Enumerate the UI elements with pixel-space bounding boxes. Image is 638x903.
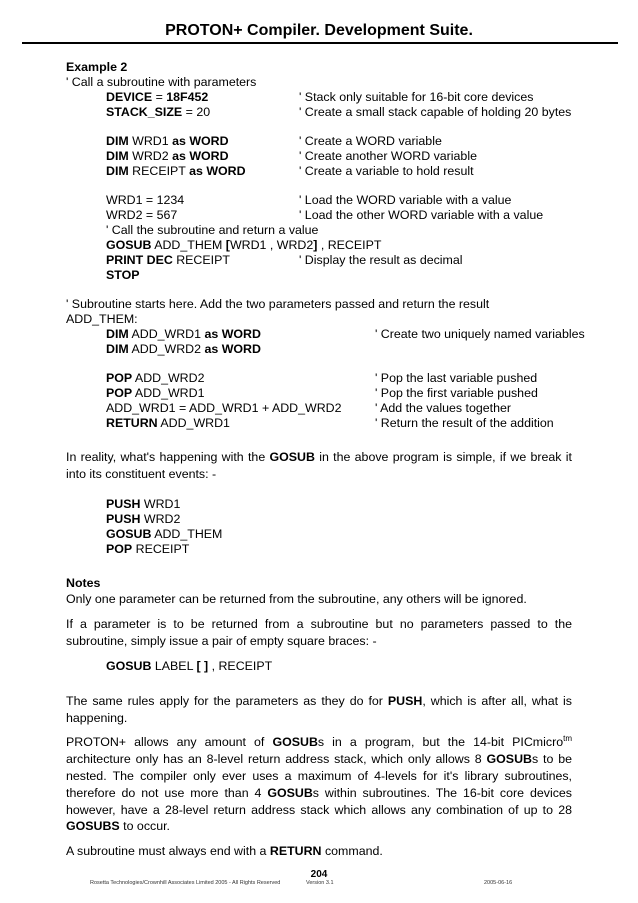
event-line: POP RECEIPT — [106, 541, 190, 556]
example-heading: Example 2 — [66, 60, 128, 74]
code-line-dim-add-wrd1: DIM ADD_WRD1 as WORD ' Create two uniquely named variables — [106, 327, 585, 341]
event-line: GOSUB ADD_THEM — [106, 526, 223, 541]
notes-paragraph-2: If a parameter is to be returned from a subroutine but no parameters passed to the subroutine, simply issue a pair of empty square braces: - — [66, 617, 572, 648]
code-line-gosub: GOSUB ADD_THEM [WRD1 , WRD2] , RECEIPT — [106, 238, 382, 252]
code-line-call-comment: ' Call the subroutine and return a value — [106, 223, 319, 237]
code-line-print: PRINT DEC RECEIPT ' Display the result as decimal — [106, 253, 463, 267]
code-line-stack-size: STACK_SIZE = 20 ' Create a small stack capable of holding 20 bytes — [106, 105, 572, 119]
notes-heading: Notes — [66, 575, 101, 590]
notes-paragraph-4: PROTON+ allows any amount of GOSUBs in a program, but the 14-bit PICmicro$^{tm}$ architecture only has an 8-level return address stack, which only allows 8 GOSUBs to be nested. The compiler only ever uses a maximum of 4-levels for it's library subroutines, therefore do not use more than 4 GOSUBs within subroutines. The 16-bit core devices however, have a 28-level return address stack which allows any combination of up to 28 GOSUBS to occur. — [66, 734, 572, 834]
notes-paragraph-5: A subroutine must always end with a RETURN command. — [66, 844, 383, 859]
code-line-wrd1-assign: WRD1 = 1234 ' Load the WORD variable with a value — [106, 193, 512, 207]
code-line-dim-wrd1: DIM WRD1 as WORD ' Create a WORD variable — [106, 134, 442, 148]
event-line: PUSH WRD2 — [106, 511, 181, 526]
code-line-pop-add-wrd1: POP ADD_WRD1 ' Pop the first variable pushed — [106, 386, 538, 400]
footer-date: 2005-06-16 — [484, 880, 513, 886]
explain-paragraph: In reality, what's happening with the GOSUB in the above program is simple, if we break it into its constituent events: - — [66, 450, 572, 481]
example-intro-comment: ' Call a subroutine with parameters — [66, 75, 257, 89]
code-line-add: ADD_WRD1 = ADD_WRD1 + ADD_WRD2 ' Add the values together — [106, 401, 512, 415]
code-line-dim-wrd2: DIM WRD2 as WORD ' Create another WORD variable — [106, 149, 477, 163]
page-number: 204 — [310, 869, 328, 880]
code-line-dim-add-wrd2: DIM ADD_WRD2 as WORD — [106, 342, 261, 356]
code-line-pop-add-wrd2: POP ADD_WRD2 ' Pop the last variable pushed — [106, 371, 538, 385]
code-line-dim-receipt: DIM RECEIPT as WORD ' Create a variable to hold result — [106, 164, 474, 178]
notes-paragraph-1: Only one parameter can be returned from the subroutine, any others will be ignored. — [66, 592, 527, 607]
notes-paragraph-3: The same rules apply for the parameters as they do for PUSH, which is after all, what is happening. — [66, 693, 572, 725]
code-line-device: DEVICE = 18F452 ' Stack only suitable for 16-bit core devices — [106, 90, 534, 104]
subroutine-comment: ' Subroutine starts here. Add the two parameters passed and return the result — [66, 297, 490, 311]
code-line-wrd2-assign: WRD2 = 567 ' Load the other WORD variable with a value — [106, 208, 544, 222]
header-rule — [22, 42, 618, 44]
page-header-title: PROTON+ Compiler. Development Suite. — [165, 22, 473, 39]
footer-version: Version 3.1 — [306, 880, 334, 886]
event-line: PUSH WRD1 — [106, 496, 181, 511]
code-line-return: RETURN ADD_WRD1 ' Return the result of the addition — [106, 416, 554, 430]
code-line-stop: STOP — [106, 268, 140, 282]
page-content — [66, 60, 585, 860]
footer-company: Rosetta Technologies/Crownhill Associates Limited 2005 - All Rights Reserved — [90, 880, 281, 886]
subroutine-label: ADD_THEM: — [66, 312, 138, 326]
notes-code-example: GOSUB LABEL [ ] , RECEIPT — [106, 658, 273, 673]
